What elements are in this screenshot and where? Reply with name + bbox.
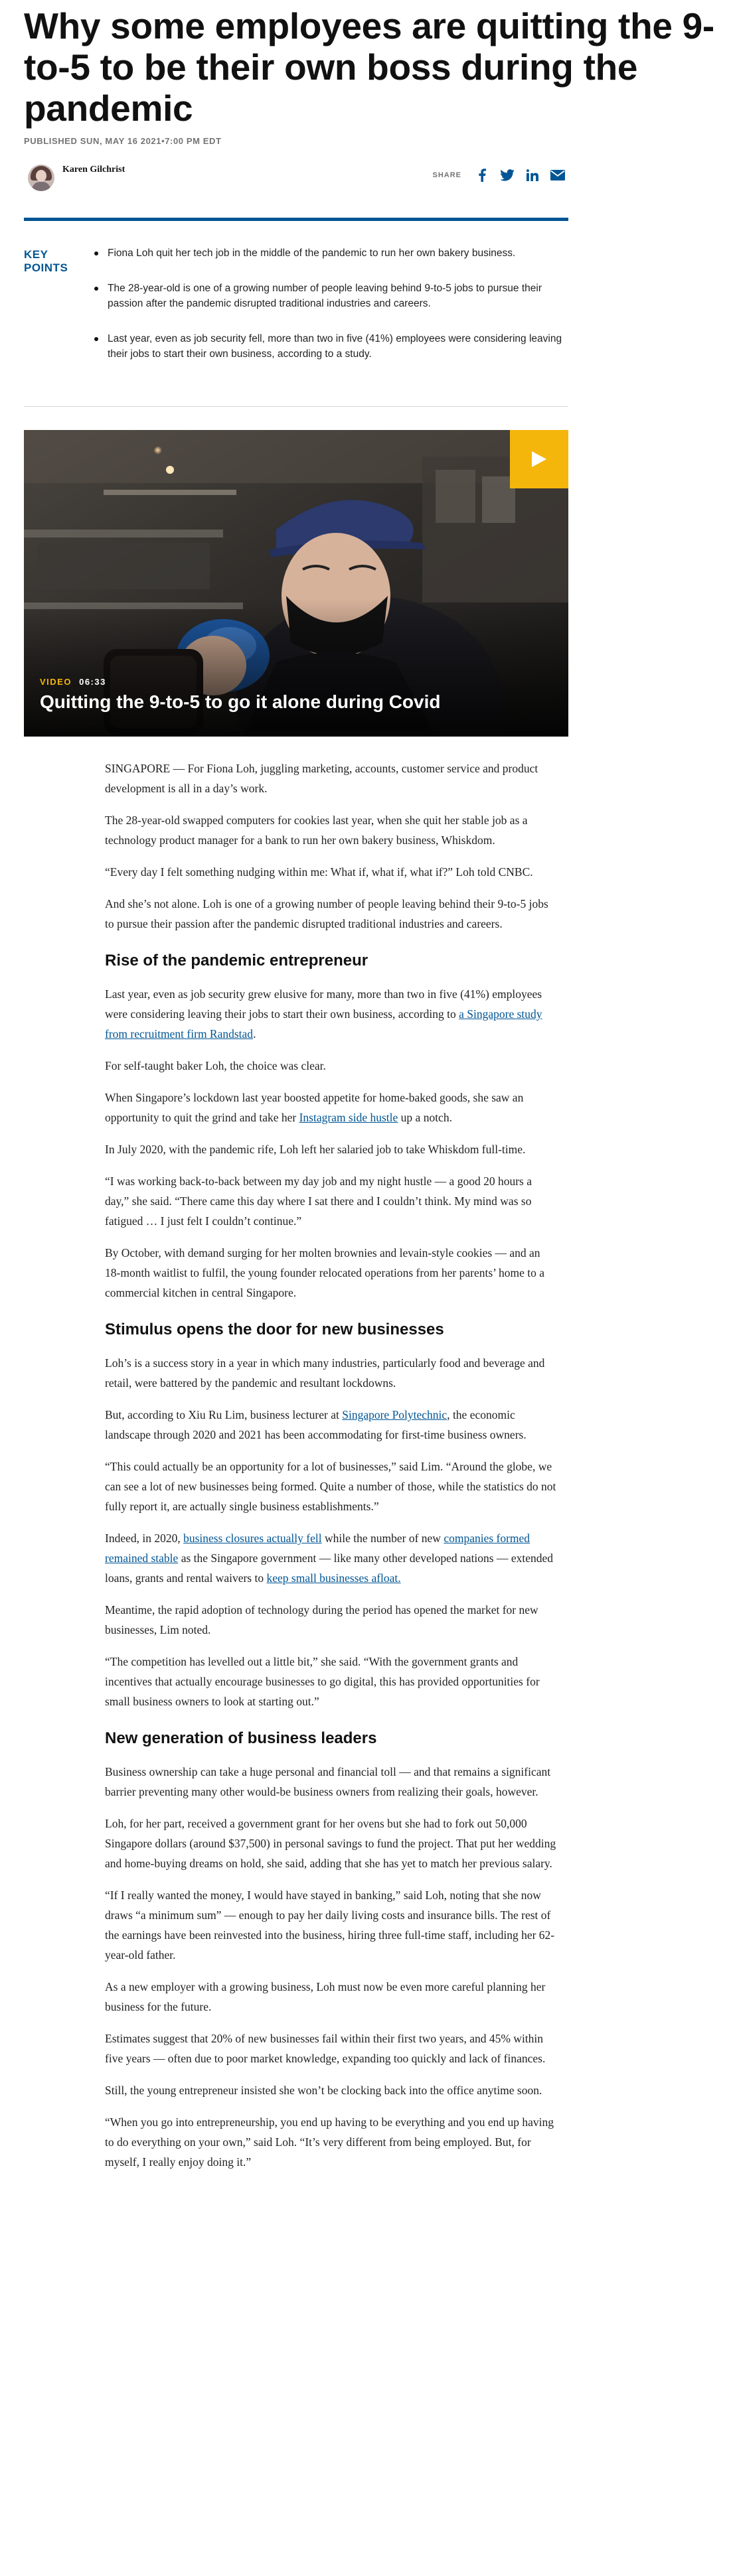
paragraph: Still, the young entrepreneur insisted she won’t be clocking back into the office anytime soon. [105, 2084, 542, 2097]
paragraph: “I was working back-to-back between my day job and my night hustle — a good 20 hours a day,” she said. “There came this day where I sat there and I couldn’t think. My mind was so fatigued … I just felt I couldn’t continue.” [105, 1175, 532, 1228]
byline [24, 162, 565, 194]
section-heading: Stimulus opens the door for new businesses [105, 1321, 444, 1338]
singapore-polytechnic-link[interactable]: Singapore Polytechnic [342, 1408, 447, 1421]
paragraph: Indeed, in 2020, business closures actually fell while the number of new companies formed remained stable as the Singapore government — like many other developed nations — extended loans, grants and rental waivers to keep small businesses afloat. [105, 1532, 554, 1585]
video-player[interactable] [24, 430, 568, 737]
key-points-list [94, 246, 563, 382]
paragraph: But, according to Xiu Ru Lim, business lecturer at Singapore Polytechnic, the economic landscape through 2020 and 2021 has been accommodating for first-time business owners. [105, 1408, 527, 1441]
paragraph: Meantime, the rapid adoption of technology during the period has opened the market for new businesses, Lim noted. [105, 1603, 538, 1636]
paragraph: “Every day I felt something nudging within me: What if, what if, what if?” Loh told CNBC. [105, 865, 533, 879]
paragraph: For self-taught baker Loh, the choice was clear. [105, 1059, 326, 1072]
linkedin-icon[interactable] [525, 168, 540, 182]
article-body [105, 758, 556, 2184]
paragraph: In July 2020, with the pandemic rife, Loh left her salaried job to take Whiskdom full-time. [105, 1143, 526, 1156]
instagram-link[interactable]: Instagram side hustle [299, 1111, 398, 1124]
key-point-item: Last year, even as job security fell, more than two in five (41%) employees were considering leaving their jobs to start their own business, according to a study. [94, 331, 563, 362]
paragraph: The 28-year-old swapped computers for cookies last year, when she quit her stable job as a technology product manager for a bank to run her own bakery business, Whiskdom. [105, 814, 528, 847]
section-heading: New generation of business leaders [105, 1729, 377, 1747]
author-avatar[interactable] [28, 165, 54, 191]
video-tag: VIDEO [40, 677, 72, 687]
paragraph: “The competition has levelled out a little bit,” she said. “With the government grants and incentives that actually encourage businesses to go digital, this has provided opportunities for small business owners to look at starting out.” [105, 1655, 540, 1708]
paragraph: “When you go into entrepreneurship, you end up having to be everything and you end up having to do everything on your own,” said Loh. “It’s very different from being employed. But, for myself, I really enjoy doing it.” [105, 2115, 554, 2169]
header-divider [24, 218, 568, 221]
paragraph: “This could actually be an opportunity for a lot of businesses,” said Lim. “Around the globe, we can see a lot of new businesses being formed. Quite a number of those, while the statistics do not fully report it, are actually single business establishments.” [105, 1460, 556, 1513]
paragraph: As a new employer with a growing business, Loh must now be even more careful planning her business for the future. [105, 1980, 546, 2013]
key-point-item: Fiona Loh quit her tech job in the middle of the pandemic to run her own bakery business. [94, 246, 563, 261]
paragraph: SINGAPORE — For Fiona Loh, juggling marketing, accounts, customer service and product development is all in a day’s work. [105, 762, 538, 795]
author-name[interactable]: Karen Gilchrist [62, 165, 125, 175]
key-point-item: The 28-year-old is one of a growing number of people leaving behind 9-to-5 jobs to pursue their passion after the pandemic disrupted traditional industries and careers. [94, 281, 563, 311]
play-icon [530, 450, 548, 468]
paragraph: And she’s not alone. Loh is one of a growing number of people leaving behind their 9-to-5 jobs to pursue their passion after the pandemic disrupted traditional industries and careers. [105, 897, 548, 930]
paragraph: Estimates suggest that 20% of new businesses fail within their first two years, and 45% within five years — often due to poor market knowledge, expanding too quickly and lack of finances. [105, 2032, 546, 2065]
paragraph: Loh, for her part, received a government grant for her ovens but she had to fork out 50,000 Singapore dollars (around $37,500) in personal savings to fund the project. That put her wedding and home-buying dreams on hold, she said, adding that she has yet to match her previous salary. [105, 1817, 556, 1870]
small-businesses-link[interactable]: keep small businesses afloat. [266, 1571, 401, 1585]
business-closures-link[interactable]: business closures actually fell [183, 1532, 322, 1545]
paragraph: When Singapore’s lockdown last year boosted appetite for home-baked goods, she saw an opportunity to quit the grind and take her Instagram side hustle up a notch. [105, 1091, 524, 1124]
companies-formed-link[interactable]: companies formed remained stable [105, 1532, 530, 1565]
published-date: PUBLISHED SUN, MAY 16 2021•7:00 PM EDT [24, 136, 222, 146]
video-duration: 06:33 [79, 677, 106, 687]
section-heading: Rise of the pandemic entrepreneur [105, 952, 368, 969]
share-bar [432, 167, 565, 183]
headline: Why some employees are quitting the 9-to-5 to be their own boss during the pandemic [24, 5, 714, 129]
key-points-divider [24, 406, 568, 407]
share-label: SHARE [432, 171, 461, 179]
video-meta [40, 677, 106, 687]
paragraph: “If I really wanted the money, I would have stayed in banking,” said Loh, noting that she now draws “a minimum sum” — enough to pay her daily living costs and insurance bills. The rest of the earnings have been reinvested into the business, hiring three full-time staff, including her 62-year-old father. [105, 1889, 555, 1962]
paragraph: Business ownership can take a huge personal and financial toll — and that remains a significant barrier preventing many other would-be business owners from realizing their goals, however. [105, 1765, 551, 1798]
paragraph: Last year, even as job security grew elusive for many, more than two in five (41%) employees were considering leaving their jobs to start their own business, according to a Singapore study from recruitment firm Randstad. [105, 987, 542, 1040]
key-points-label: KEY POINTS [24, 248, 68, 274]
email-icon[interactable] [550, 168, 565, 182]
facebook-icon[interactable] [475, 168, 489, 182]
twitter-icon[interactable] [500, 168, 515, 182]
paragraph: By October, with demand surging for her molten brownies and levain-style cookies — and an 18-month waitlist to fulfil, the young founder relocated operations from her parents’ home to a commercial kitchen in central Singapore. [105, 1246, 545, 1299]
randstad-study-link[interactable]: a Singapore study from recruitment firm Randstad [105, 1007, 542, 1040]
play-button[interactable] [510, 430, 568, 488]
video-title[interactable]: Quitting the 9-to-5 to go it alone during Covid [40, 691, 441, 712]
paragraph: Loh’s is a success story in a year in which many industries, particularly food and beverage and retail, were battered by the pandemic and resultant lockdowns. [105, 1356, 545, 1390]
video-thumbnail [24, 430, 568, 737]
